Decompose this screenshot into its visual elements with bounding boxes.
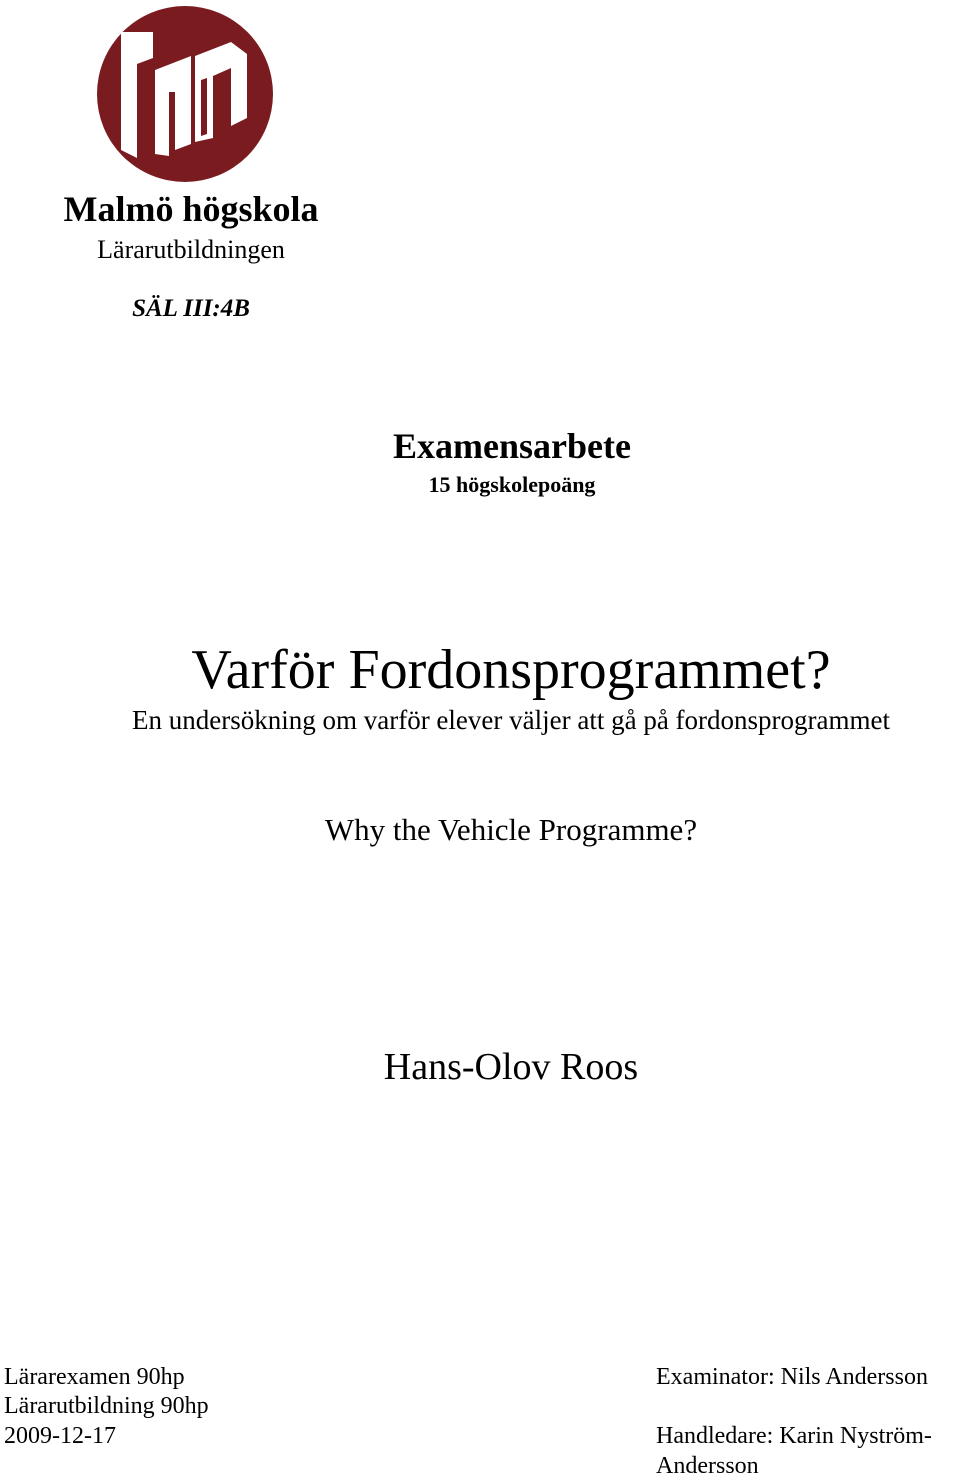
logo-stroke-right-shadow [201,78,207,136]
thesis-credits: 15 högskolepoäng [428,472,596,497]
supervisor-info: Handledare: Karin Nyström-Andersson [656,1423,932,1479]
degree-info: Lärarexamen 90hp [4,1364,185,1390]
page-title: Varför Fordonsprogrammet? [191,639,831,701]
institution-name: Malmö högskola [63,189,319,229]
examiner-info: Examinator: Nils Andersson [656,1364,928,1390]
english-title: Why the Vehicle Programme? [324,812,698,847]
malmo-hogskola-logo [97,6,273,182]
programme-info: Lärarutbildning 90hp [4,1393,209,1419]
author-name: Hans-Olov Roos [383,1046,639,1088]
date-info: 2009-12-17 [4,1423,116,1449]
thesis-type: Examensarbete [393,426,631,466]
course-code: SÄL III:4B [132,295,250,322]
page-subtitle: En undersökning om varför elever väljer att gå på fordonsprogrammet [132,705,890,735]
department-name: Lärarutbildningen [97,235,285,264]
